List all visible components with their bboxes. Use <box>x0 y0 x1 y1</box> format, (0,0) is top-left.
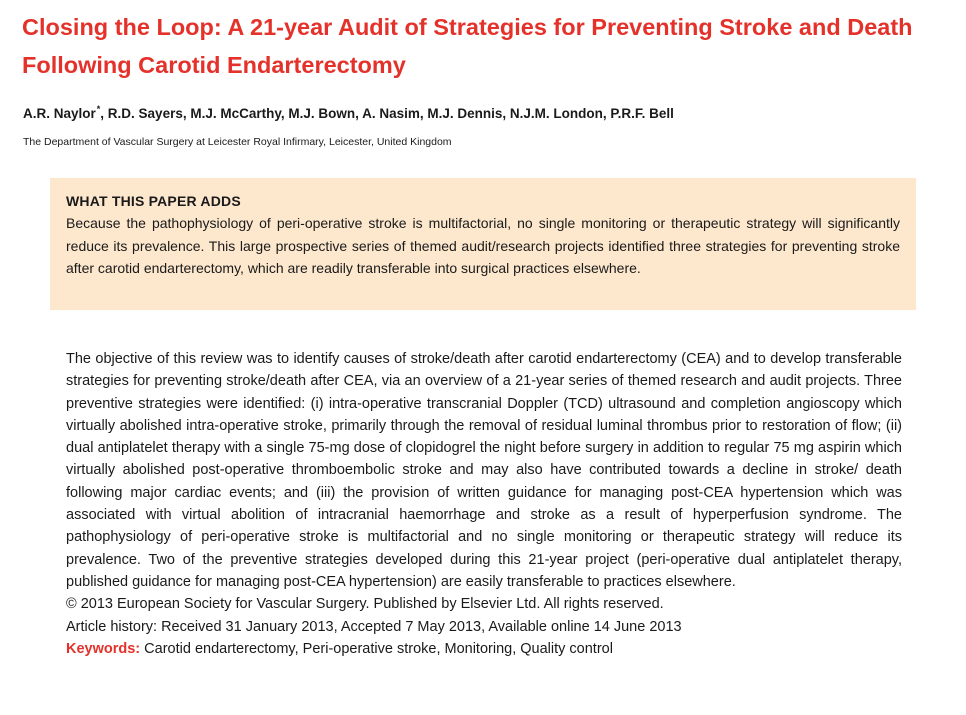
keywords-list: Carotid endarterectomy, Peri-operative stroke, Monitoring, Quality control <box>144 640 613 657</box>
what-this-paper-adds-heading: WHAT THIS PAPER ADDS <box>66 193 241 209</box>
abstract <box>66 348 902 660</box>
copyright-line: © 2013 European Society for Vascular Surgery. Published by Elsevier Ltd. All rights reserved. <box>66 596 664 613</box>
author-list <box>23 104 674 121</box>
other-authors: , R.D. Sayers, M.J. McCarthy, M.J. Bown, A. Nasim, M.J. Dennis, N.J.M. London, P.R.F. Bell <box>100 106 674 121</box>
what-this-paper-adds-text: Because the pathophysiology of peri-operative stroke is multifactorial, no single monitoring or therapeutic strategy will significantly reduce its prevalence. This large prospective series of themed audit/research projects identified three strategies for preventing stroke after carotid endarterectomy, which are readily transferable into surgical practices elsewhere. <box>66 215 900 277</box>
affiliation: The Department of Vascular Surgery at Leicester Royal Infirmary, Leicester, United Kingdom <box>23 136 452 148</box>
what-this-paper-adds-box <box>50 178 916 310</box>
corresponding-author-mark[interactable]: * <box>96 104 101 114</box>
keywords-label: Keywords: <box>66 640 141 657</box>
abstract-body: The objective of this review was to identify causes of stroke/death after carotid endarterectomy (CEA) and to develop transferable strategies for preventing stroke/death after CEA, via an overview of a 21-year series of themed research and audit projects. Three preventive strategies were identified: (i) intra-operative transcranial Doppler (TCD) ultrasound and completion angioscopy which virtually abolished intra-operative stroke, primarily through the removal of residual luminal thrombus prior to restoration of flow; (ii) dual antiplatelet therapy with a single 75-mg dose of clopidogrel the night before surgery in addition to regular 75 mg aspirin which virtually abolished post-operative thromboembolic stroke and may also have contributed towards a decline in stroke/ death following major cardiac events; and (iii) the provision of written guidance for managing post-CEA hypertension which was associated with virtual abolition of intracranial haemorrhage and stroke as a result of hyperperfusion syndrome. The pathophysiology of peri-operative stroke is multifactorial and no single monitoring or therapeutic strategy will reduce its prevalence. Two of the preventive strategies developed during this 21-year project (peri-operative dual antiplatelet therapy, published guidance for managing post-CEA hypertension) are easily transferable to practices elsewhere. <box>66 351 902 590</box>
keywords-line <box>66 638 902 660</box>
article-history: Article history: Received 31 January 2013, Accepted 7 May 2013, Available online 14 June 2013 <box>66 618 682 635</box>
first-author: A.R. Naylor <box>23 106 96 121</box>
paper-title: Closing the Loop: A 21-year Audit of Strategies for Preventing Stroke and Death Following Carotid Endarterectomy <box>22 14 913 78</box>
